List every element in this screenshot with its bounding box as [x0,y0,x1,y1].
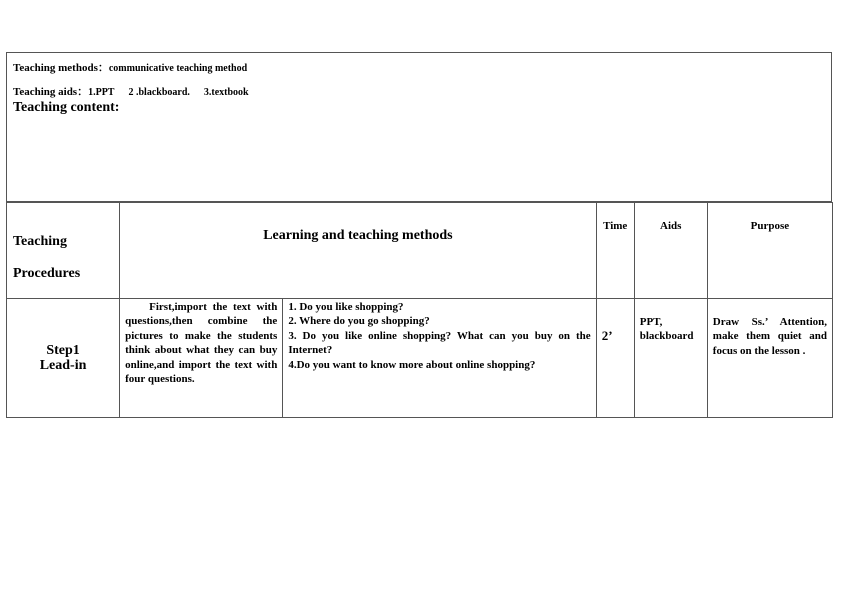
teaching-methods-line [13,59,247,75]
teaching-methods-label: Teaching methods： [13,62,109,74]
time-header-cell [596,203,634,299]
question-list [283,299,595,372]
step-aids: PPT, blackboard [639,316,694,343]
purpose-header: Purpose [750,220,790,232]
step-number: Step1 [46,343,80,358]
list-item: 2. Where do you go shopping? [288,315,430,328]
teaching-aid-item: 3.textbook [203,87,249,98]
step-purpose: Draw Ss.’ Attention, make them quiet and focus on the lesson . [712,316,827,357]
step-time: 2’ [601,328,613,343]
step-purpose-cell [707,299,832,418]
table-header-row [7,203,833,299]
step-description-cell [120,299,283,418]
step-time-cell [596,299,634,418]
procedures-header-line1: Teaching [13,234,67,249]
procedures-header-cell [7,203,120,299]
step-aids-cell [634,299,707,418]
teaching-content-label: Teaching content: [13,100,120,115]
teaching-procedures-table [6,202,833,418]
teaching-aids-label: Teaching aids： [13,86,89,98]
step-name: Lead-in [39,358,87,373]
step-title-cell [7,299,120,418]
teaching-methods-value: communicative teaching method [108,63,248,74]
teaching-info-box [6,52,832,202]
time-header: Time [603,220,628,232]
purpose-header-cell [707,203,832,299]
learning-methods-header-cell [120,203,597,299]
teaching-aid-item: 1.PPT [88,87,115,98]
list-item: 1. Do you like shopping? [288,301,404,313]
teaching-aids-line [13,83,249,99]
step-questions-cell [283,299,596,418]
learning-methods-header: Learning and teaching methods [263,228,453,243]
list-item: 4.Do you want to know more about online shopping? [288,358,536,371]
table-row [7,299,833,418]
teaching-aid-item: 2 .blackboard. [128,87,190,98]
procedures-header-line2: Procedures [13,266,81,281]
list-item: 3. Do you like online shopping? What can you buy on the Internet? [288,329,591,357]
step-description: First,import the text with questions,then combine the pictures to make the students think about what they can buy online,and import the text with four questions. [125,301,278,386]
aids-header-cell [634,203,707,299]
aids-header: Aids [660,220,682,232]
